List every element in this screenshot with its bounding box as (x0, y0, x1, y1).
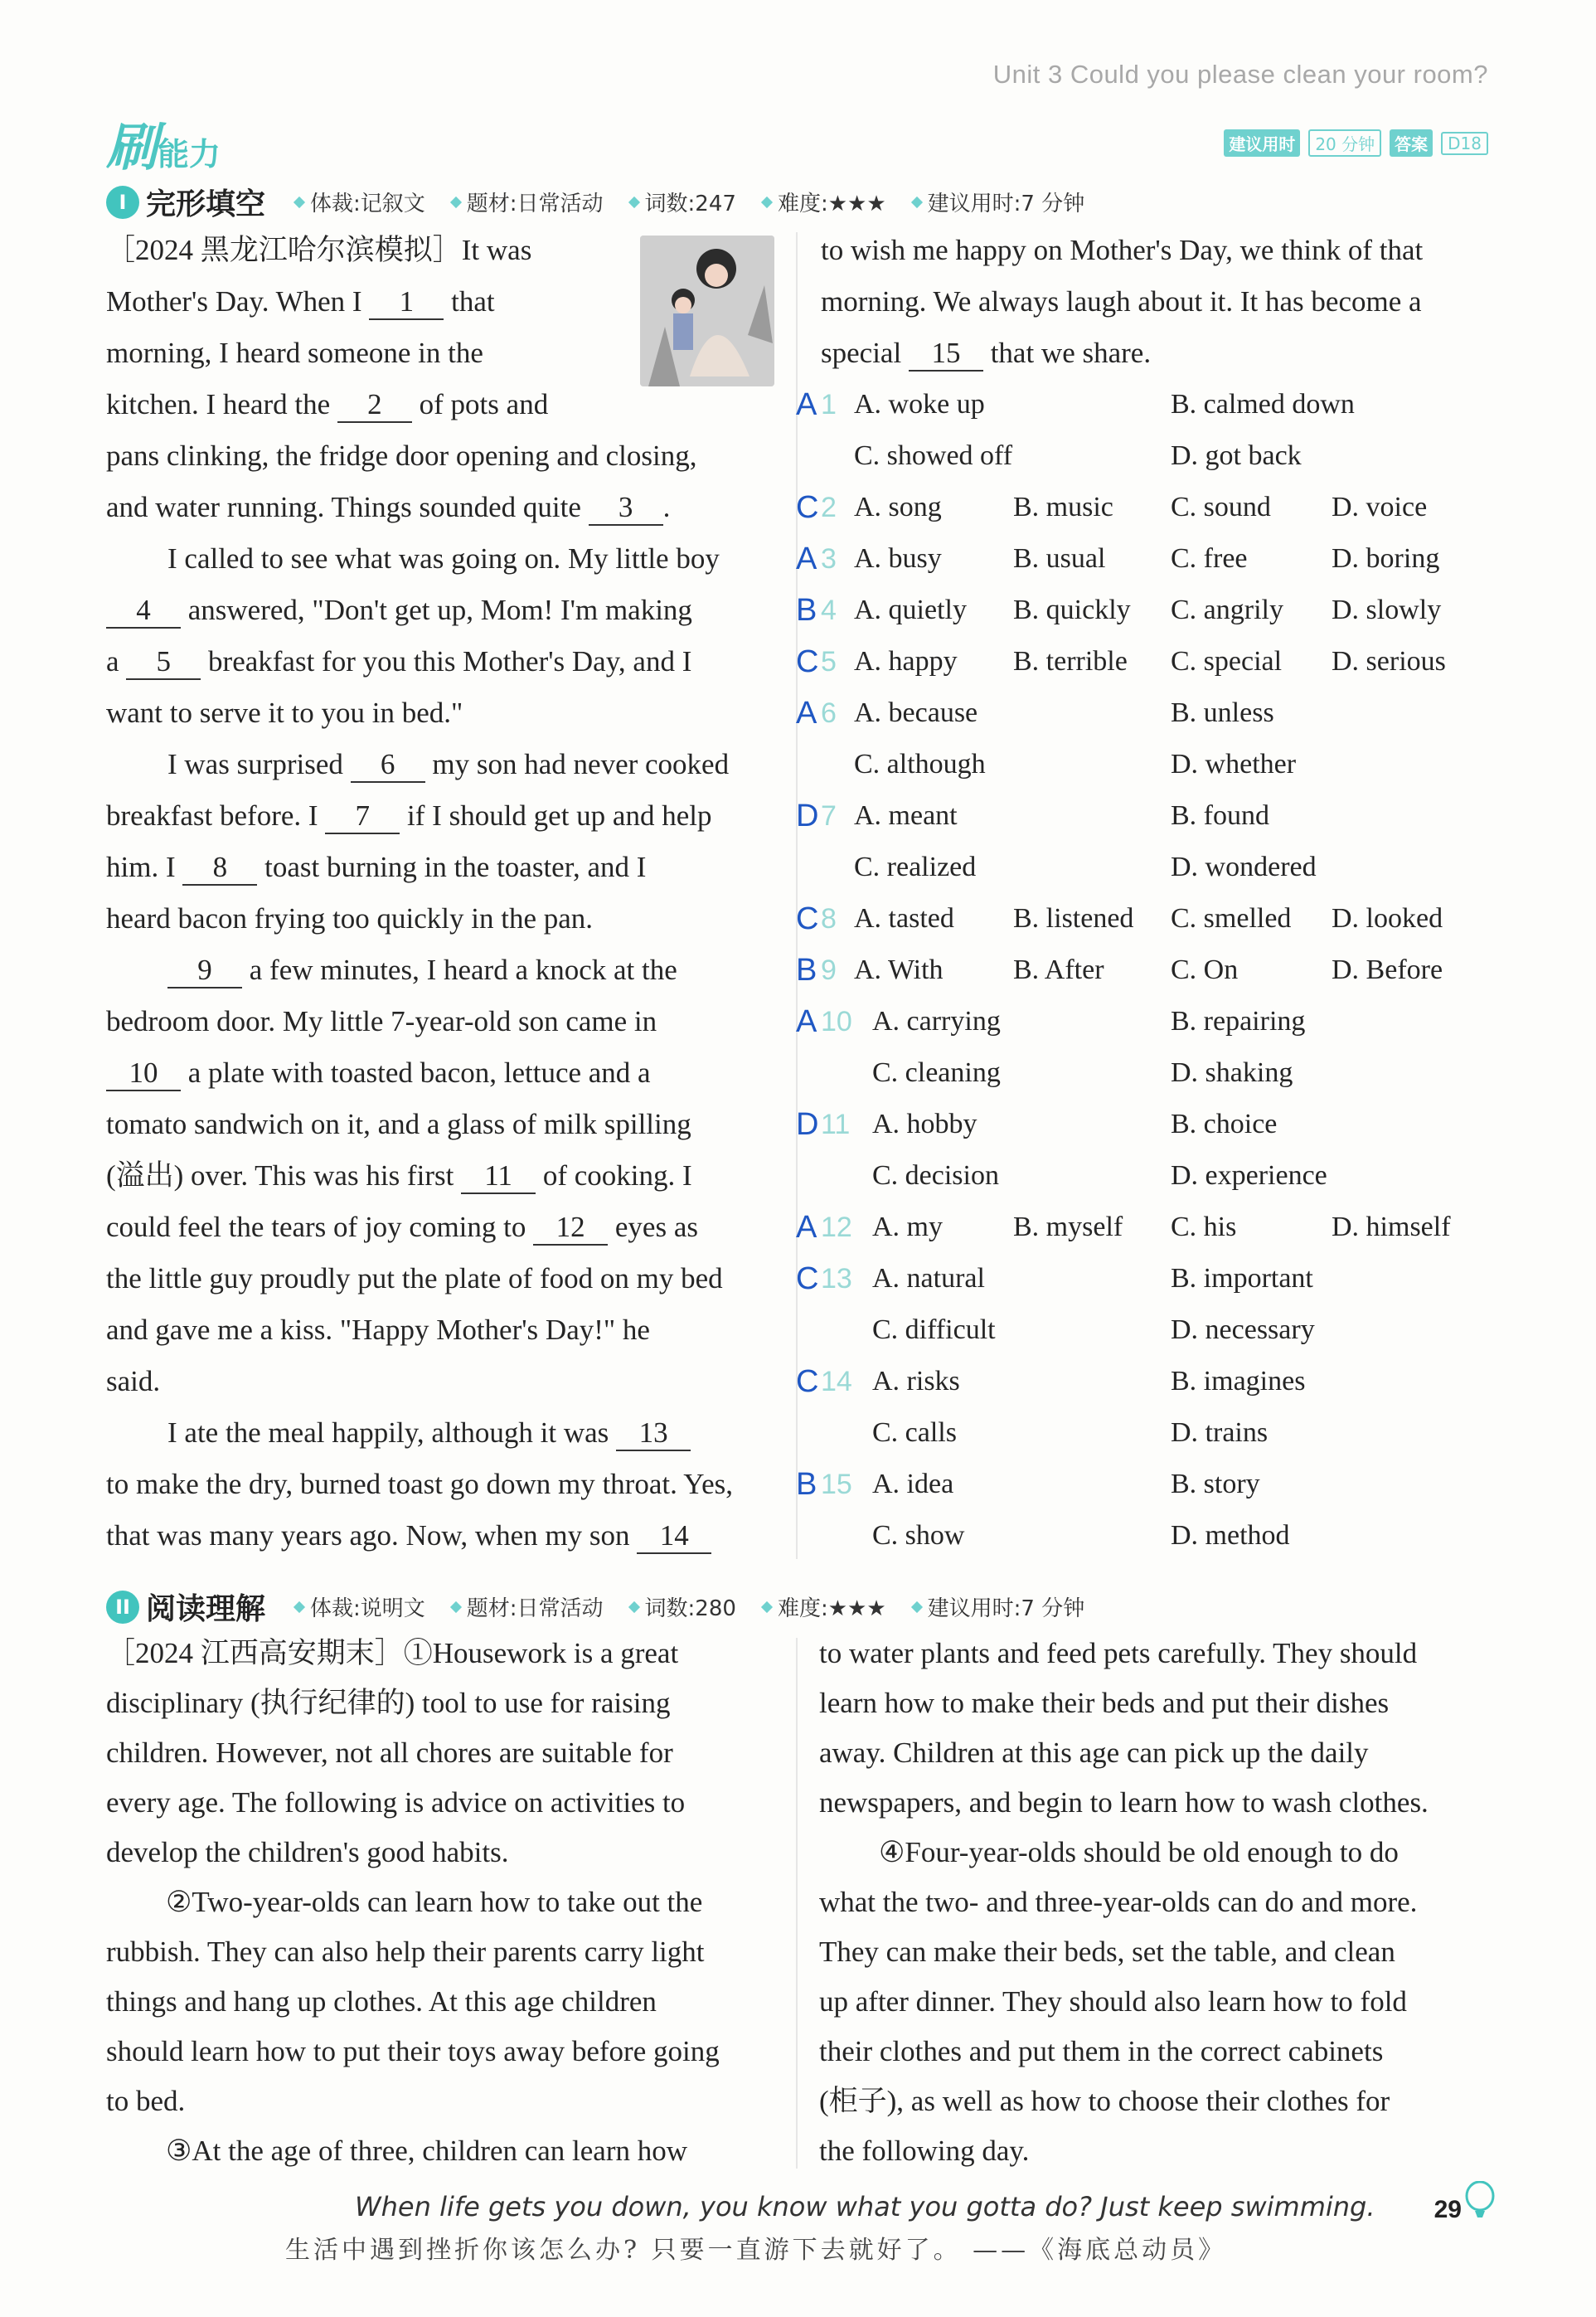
suggest-time-tag (1224, 129, 1488, 157)
question-number: 3 (821, 543, 837, 575)
option-b[interactable]: B. imagines (1171, 1366, 1306, 1397)
answer-mark: A (796, 696, 817, 731)
question-number: 12 (821, 1212, 852, 1243)
answer-mark: D (796, 799, 819, 833)
question-number: 15 (821, 1469, 852, 1500)
option-b[interactable]: B. found (1171, 800, 1269, 831)
question-number: 8 (821, 903, 837, 935)
section1-number: I (106, 186, 139, 219)
option-d[interactable]: D. slowly (1332, 595, 1442, 625)
blank-15[interactable]: 15 (909, 337, 983, 372)
option-b[interactable]: B. story (1171, 1469, 1260, 1499)
s2-left-line: things and hang up clothes. At this age children (106, 1985, 657, 2018)
answer-label: 答案 (1390, 129, 1433, 157)
s1-line: kitchen. I heard the 2 of pots and (106, 388, 548, 423)
option-d[interactable]: D. shaking (1171, 1057, 1293, 1088)
s1-line: pans clinking, the fridge door opening and closing, (106, 440, 697, 472)
option-c[interactable]: C. show (872, 1520, 965, 1551)
section1-time: 建议用时:7 分钟 (913, 187, 1085, 217)
option-c[interactable]: C. calls (872, 1417, 957, 1448)
s2-right-line: (柜子), as well as how to choose their clothes for (819, 2085, 1390, 2117)
option-c[interactable]: C. free (1171, 543, 1248, 574)
option-a[interactable]: A. carrying (872, 1006, 1001, 1037)
section1-words: 词数:247 (630, 187, 736, 217)
option-d[interactable]: D. got back (1171, 440, 1302, 471)
option-c[interactable]: C. realized (854, 852, 977, 882)
option-b[interactable]: B. terrible (1013, 646, 1128, 677)
section1-difficulty: 难度:★★★ (763, 187, 886, 217)
answer-mark: B (796, 593, 817, 628)
s2-left-line: children. However, not all chores are suitable for (106, 1737, 673, 1769)
option-c[interactable]: C. special (1171, 646, 1283, 677)
s1-line: and water running. Things sounded quite 3 . (106, 491, 670, 526)
blank-12[interactable]: 12 (533, 1211, 608, 1246)
question-number: 1 (821, 389, 837, 420)
s2-right-line: the following day. (819, 2135, 1030, 2167)
option-b[interactable]: B. unless (1171, 697, 1274, 728)
s1-line: I called to see what was going on. My little boy (167, 542, 720, 575)
s1-line: breakfast before. I 7 if I should get up and help (106, 799, 711, 834)
section2-genre: 体裁:说明文 (295, 1591, 425, 1622)
s2-left-line: develop the children's good habits. (106, 1836, 509, 1868)
s2-right-line: away. Children at this age can pick up the daily (819, 1737, 1369, 1769)
option-c[interactable]: C. sound (1171, 492, 1271, 522)
s2-left-line: rubbish. They can also help their parents carry light (106, 1936, 705, 1968)
s2-right-line: up after dinner. They should also learn how to fold (819, 1985, 1407, 2018)
answer-mark: A (796, 1210, 817, 1245)
option-d[interactable]: D. boring (1332, 543, 1440, 574)
suggest-label: 建议用时 (1224, 129, 1300, 157)
s2-left-line: ③At the age of three, children can learn how (166, 2135, 688, 2167)
s1-line: morning, I heard someone in the (106, 337, 483, 369)
section2-time: 建议用时:7 分钟 (913, 1591, 1085, 1622)
mother-child-illustration (640, 236, 774, 386)
option-d[interactable]: D. trains (1171, 1417, 1269, 1448)
option-d[interactable]: D. himself (1332, 1212, 1451, 1242)
option-d[interactable]: D. looked (1332, 903, 1443, 934)
answer-mark: B (796, 1467, 817, 1502)
option-c[interactable]: C. angrily (1171, 595, 1283, 625)
page-number: 29 (1433, 2196, 1462, 2223)
blank-8[interactable]: 8 (182, 851, 257, 886)
option-d[interactable]: D. whether (1171, 749, 1297, 780)
option-a[interactable]: A. tasted (854, 903, 954, 934)
section1-bar (106, 181, 1111, 223)
option-b[interactable]: B. usual (1013, 543, 1106, 574)
section2-words: 词数:280 (630, 1591, 736, 1622)
option-b[interactable]: B. quickly (1013, 595, 1131, 625)
question-number: 13 (821, 1263, 852, 1295)
answer-mark: D (796, 1107, 819, 1142)
option-c[interactable]: C. difficult (872, 1314, 996, 1345)
answer-mark: A (796, 387, 817, 422)
option-c[interactable]: C. although (854, 749, 986, 780)
option-d[interactable]: D. necessary (1171, 1314, 1315, 1345)
s2-right-line: what the two- and three-year-olds can do and more. (819, 1886, 1418, 1918)
balloon-icon (1463, 2181, 1497, 2227)
blank-1[interactable]: 1 (369, 285, 444, 320)
option-b[interactable]: B. calmed down (1171, 389, 1355, 420)
option-b[interactable]: B. repairing (1171, 1006, 1306, 1037)
section1-topic: 题材:日常活动 (452, 187, 604, 217)
question-number: 7 (821, 800, 837, 832)
column-divider-2 (796, 1638, 798, 2169)
unit-title: Unit 3 Could you please clean your room? (992, 60, 1488, 89)
s1-line: (溢出) over. This was his first 11 of cooking. I (106, 1159, 692, 1194)
s1-line: ［2024 黑龙江哈尔滨模拟］It was (106, 234, 532, 266)
s1-line: 4 answered, "Don't get up, Mom! I'm making (106, 594, 692, 629)
s2-right-line: ④Four-year-olds should be old enough to do (879, 1836, 1399, 1868)
section2-title: 阅读理解 (146, 1592, 266, 1626)
blank-5[interactable]: 5 (126, 645, 201, 680)
answer-mark: A (796, 1004, 817, 1039)
option-b[interactable]: B. listened (1013, 903, 1134, 934)
s1-line: could feel the tears of joy coming to 12 eyes as (106, 1211, 698, 1246)
option-a[interactable]: A. With (854, 954, 944, 985)
option-a[interactable]: A. busy (854, 543, 942, 574)
option-b[interactable]: B. myself (1013, 1212, 1123, 1242)
blank-2[interactable]: 2 (337, 388, 412, 423)
s1-line: 9 a few minutes, I heard a knock at the (167, 954, 677, 988)
option-b[interactable]: B. choice (1171, 1109, 1278, 1139)
option-d[interactable]: D. method (1171, 1520, 1290, 1551)
option-a[interactable]: A. hobby (872, 1109, 977, 1139)
s1-line: that was many years ago. Now, when my son 14 (106, 1519, 711, 1554)
answer-mark: C (796, 901, 819, 936)
question-number: 6 (821, 697, 837, 729)
section1-title: 完形填空 (146, 187, 266, 221)
brand-logo (106, 106, 221, 180)
s1-line: Mother's Day. When I 1 that (106, 285, 495, 320)
s2-left-line: ［2024 江西高安期末］①Housework is a great (106, 1637, 679, 1669)
s1-line: to make the dry, burned toast go down my throat. Yes, (106, 1468, 733, 1500)
question-number: 11 (821, 1109, 851, 1140)
s2-left-line: should learn how to put their toys away before going (106, 2035, 720, 2067)
option-b[interactable]: B. After (1013, 954, 1104, 985)
blank-7[interactable]: 7 (325, 799, 400, 834)
s1-line: tomato sandwich on it, and a glass of milk spilling (106, 1108, 691, 1140)
s1-line: a 5 breakfast for you this Mother's Day, and I (106, 645, 691, 680)
option-a[interactable]: A. natural (872, 1263, 985, 1294)
s2-right-line: learn how to make their beds and put their dishes (819, 1687, 1390, 1719)
answer-mark: C (796, 1364, 819, 1399)
blank-4[interactable]: 4 (106, 594, 181, 629)
s2-right-line: They can make their beds, set the table, and clean (819, 1936, 1395, 1968)
option-a[interactable]: A. meant (854, 800, 958, 831)
answer-mark: B (796, 953, 817, 988)
answer-mark: C (796, 1261, 819, 1296)
answer-mark: A (796, 542, 817, 576)
option-d[interactable]: D. experience (1171, 1160, 1327, 1191)
section2-topic: 题材:日常活动 (452, 1591, 604, 1622)
s1-line: said. (106, 1365, 161, 1397)
blank-6[interactable]: 6 (351, 748, 425, 783)
option-a[interactable]: A. song (854, 492, 942, 522)
answer-mark: C (796, 644, 819, 679)
option-a[interactable]: A. because (854, 697, 978, 728)
s1-line: morning. We always laugh about it. It has become a (821, 285, 1422, 318)
option-a[interactable]: A. happy (854, 646, 958, 677)
s1-line: to wish me happy on Mother's Day, we think of that (821, 234, 1424, 266)
blank-9[interactable]: 9 (167, 954, 242, 988)
option-a[interactable]: A. risks (872, 1366, 960, 1397)
brand-main: 刷 (106, 117, 158, 177)
s1-line: I ate the meal happily, although it was 13 (167, 1416, 691, 1451)
s2-left-line: ②Two-year-olds can learn how to take out the (166, 1886, 703, 1918)
option-c[interactable]: C. showed off (854, 440, 1013, 471)
s2-right-line: their clothes and put them in the correct cabinets (819, 2035, 1384, 2067)
blank-10[interactable]: 10 (106, 1056, 181, 1091)
footer-quote-english: When life gets you down, you know what you gotta do? Just keep swimming. (355, 2191, 1375, 2222)
option-b[interactable]: B. music (1013, 492, 1113, 522)
blank-13[interactable]: 13 (616, 1416, 691, 1451)
s1-line: him. I 8 toast burning in the toaster, and I (106, 851, 646, 886)
s1-line: bedroom door. My little 7-year-old son came in (106, 1005, 657, 1037)
option-c[interactable]: C. On (1171, 954, 1239, 985)
column-divider (796, 232, 798, 1559)
s1-line: special 15 that we share. (821, 337, 1151, 372)
option-c[interactable]: C. smelled (1171, 903, 1292, 934)
question-number: 5 (821, 646, 837, 678)
s2-left-line: every age. The following is advice on activities to (106, 1786, 686, 1819)
blank-3[interactable]: 3 (589, 491, 663, 526)
s2-left-line: disciplinary (执行纪律的) tool to use for raising (106, 1687, 671, 1719)
section2-difficulty: 难度:★★★ (763, 1591, 886, 1622)
option-c[interactable]: C. cleaning (872, 1057, 1001, 1088)
brand-sub: 能力 (158, 136, 221, 172)
question-number: 10 (821, 1006, 852, 1037)
answer-page: D18 (1441, 132, 1488, 155)
option-d[interactable]: D. voice (1332, 492, 1428, 522)
option-a[interactable]: A. woke up (854, 389, 985, 420)
section2-number: II (106, 1591, 139, 1624)
option-a[interactable]: A. my (872, 1212, 943, 1242)
s2-left-line: to bed. (106, 2085, 186, 2117)
answer-mark: C (796, 490, 819, 525)
question-number: 9 (821, 954, 837, 986)
blank-11[interactable]: 11 (461, 1159, 536, 1194)
suggest-time: 20 分钟 (1308, 129, 1381, 157)
s1-line: 10 a plate with toasted bacon, lettuce and a (106, 1056, 651, 1091)
section1-genre: 体裁:记叙文 (295, 187, 425, 217)
option-a[interactable]: A. idea (872, 1469, 954, 1499)
question-number: 2 (821, 492, 837, 523)
s1-line: and gave me a kiss. "Happy Mother's Day!" he (106, 1314, 650, 1346)
section2-bar (106, 1586, 1111, 1628)
option-a[interactable]: A. quietly (854, 595, 967, 625)
s2-right-line: to water plants and feed pets carefully. They should (819, 1637, 1418, 1669)
option-c[interactable]: C. decision (872, 1160, 999, 1191)
option-d[interactable]: D. serious (1332, 646, 1446, 677)
s1-line: I was surprised 6 my son had never cooked (167, 748, 729, 783)
s1-line: heard bacon frying too quickly in the pan. (106, 902, 594, 935)
s1-line: the little guy proudly put the plate of food on my bed (106, 1262, 723, 1295)
question-number: 4 (821, 595, 837, 626)
option-d[interactable]: D. wondered (1171, 852, 1317, 882)
blank-14[interactable]: 14 (637, 1519, 711, 1554)
option-d[interactable]: D. Before (1332, 954, 1443, 985)
question-number: 14 (821, 1366, 852, 1397)
option-b[interactable]: B. important (1171, 1263, 1313, 1294)
option-c[interactable]: C. his (1171, 1212, 1237, 1242)
s2-right-line: newspapers, and begin to learn how to wash clothes. (819, 1786, 1429, 1819)
footer-quote-chinese: 生活中遇到挫折你该怎么办? 只要一直游下去就好了。 ——《海底总动员》 (285, 2236, 1227, 2265)
s1-line: want to serve it to you in bed." (106, 697, 463, 729)
